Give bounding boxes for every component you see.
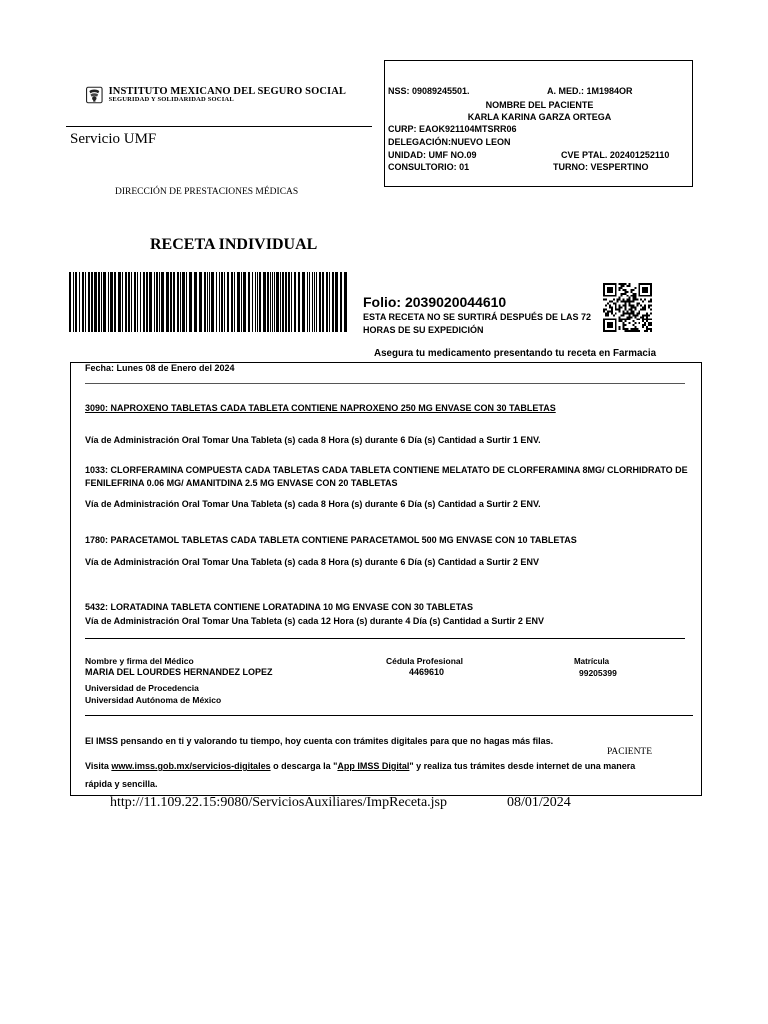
medication-name: 3090: NAPROXENO TABLETAS CADA TABLETA CONTIENE NAPROXENO 250 MG ENVASE CON 30 TABLETAS — [85, 403, 556, 413]
medication-name: 5432: LORATADINA TABLETA CONTIENE LORATADINA 10 MG ENVASE CON 30 TABLETAS — [85, 602, 474, 612]
prescription-date: Fecha: Lunes 08 de Enero del 2024 — [85, 363, 235, 373]
doctor-name: MARIA DEL LOURDES HERNANDEZ LOPEZ — [85, 667, 273, 677]
medication-dosage: Vía de Administración Oral Tomar Una Tableta (s) cada 8 Hora (s) durante 6 Día (s) Cantidad a Surtir 2 ENV. — [85, 499, 541, 509]
medication-dosage: Vía de Administración Oral Tomar Una Tableta (s) cada 8 Hora (s) durante 6 Día (s) Cantidad a Surtir 1 ENV. — [85, 435, 541, 445]
patient-info-box — [384, 60, 693, 187]
imss-logo — [86, 78, 346, 112]
digital-services-notice: El IMSS pensando en ti y valorando tu tiempo, hoy cuenta con trámites digitales para que no hagas más filas. — [85, 736, 554, 746]
expiry-warning: ESTA RECETA NO SE SURTIRÁ DESPUÉS DE LAS 72 HORAS DE SU EXPEDICIÓN — [363, 312, 592, 336]
folio-number: Folio: 2039020044610 — [363, 294, 507, 310]
doctor-name-label: Nombre y firma del Médico — [85, 656, 194, 666]
imss-services-link[interactable]: www.imss.gob.mx/servicios-digitales — [111, 761, 271, 771]
print-date: 08/01/2024 — [507, 795, 571, 810]
medication-name: 1033: CLORFERAMINA COMPUESTA CADA TABLETAS CADA TABLETA CONTIENE MELATATO DE CLORFERAMINA 8MG/ CLORHIDRATO DE FENILEFRINA 0.06 MG/ AMANITDINA 2.5 MG ENVASE CON 20 TABLETAS — [85, 465, 688, 489]
imss-app-link[interactable]: App IMSS Digital — [337, 761, 410, 771]
copy-recipient-label: PACIENTE — [607, 747, 653, 757]
patient-name: KARLA KARINA GARZA ORTEGA — [467, 112, 612, 122]
university-name: Universidad Autónoma de México — [85, 695, 222, 705]
qr-code-image — [603, 283, 652, 332]
patient-name-label: NOMBRE DEL PACIENTE — [485, 100, 594, 110]
consultorio-field: CONSULTORIO: 01 — [388, 162, 470, 172]
digital-services-visit: Visita www.imss.gob.mx/servicios-digitales o descarga la "App IMSS Digital" y realiza tus trámites desde internet de una manera — [85, 761, 636, 771]
medication-dosage: Vía de Administración Oral Tomar Una Tableta (s) cada 8 Hora (s) durante 6 Día (s) Cantidad a Surtir 2 ENV — [85, 557, 539, 567]
nss-field: NSS: 09089245501. — [388, 86, 470, 96]
license-label: Cédula Profesional — [386, 656, 463, 666]
matricula-label: Matrícula — [574, 657, 610, 666]
pharmacy-notice: Asegura tu medicamento presentando tu receta en Farmacia — [374, 348, 657, 359]
digital-services-closing: rápida y sencilla. — [85, 779, 158, 789]
print-url: http://11.109.22.15:9080/ServiciosAuxiliares/ImpReceta.jsp — [110, 795, 447, 810]
institution-name: INSTITUTO MEXICANO DEL SEGURO SOCIAL — [108, 86, 346, 98]
items-divider — [85, 638, 685, 639]
license-number: 4469610 — [409, 667, 445, 677]
shift-field: TURNO: VESPERTINO — [553, 162, 649, 172]
unit-field: UNIDAD: UMF NO.09 — [388, 150, 477, 160]
direction-label: DIRECCIÓN DE PRESTACIONES MÉDICAS — [115, 187, 299, 197]
cve-ptal-field: CVE PTAL. 202401252110 — [561, 150, 670, 160]
doctor-divider — [85, 715, 693, 716]
prescription-box — [70, 362, 702, 796]
document-title: RECETA INDIVIDUAL — [150, 236, 318, 253]
date-divider — [85, 383, 685, 384]
institution-subtitle: SEGURIDAD Y SOLIDARIDAD SOCIAL — [108, 96, 234, 104]
medical-id-field: A. MED.: 1M1984OR — [547, 86, 633, 96]
university-label: Universidad de Procedencia — [85, 683, 199, 693]
imss-eagle-emblem-icon — [86, 80, 103, 110]
medication-dosage: Vía de Administración Oral Tomar Una Tableta (s) cada 12 Hora (s) durante 4 Día (s) Cantidad a Surtir 2 ENV — [85, 616, 544, 626]
delegation-field: DELEGACIÓN:NUEVO LEON — [388, 137, 511, 147]
barcode-image — [69, 272, 348, 332]
curp-field: CURP: EAOK921104MTSRR06 — [388, 124, 517, 134]
header-divider — [66, 126, 372, 127]
matricula-number: 99205399 — [579, 668, 617, 678]
service-label: Servicio UMF — [70, 131, 157, 147]
medication-name: 1780: PARACETAMOL TABLETAS CADA TABLETA CONTIENE PARACETAMOL 500 MG ENVASE CON 10 TABLETAS — [85, 535, 577, 545]
